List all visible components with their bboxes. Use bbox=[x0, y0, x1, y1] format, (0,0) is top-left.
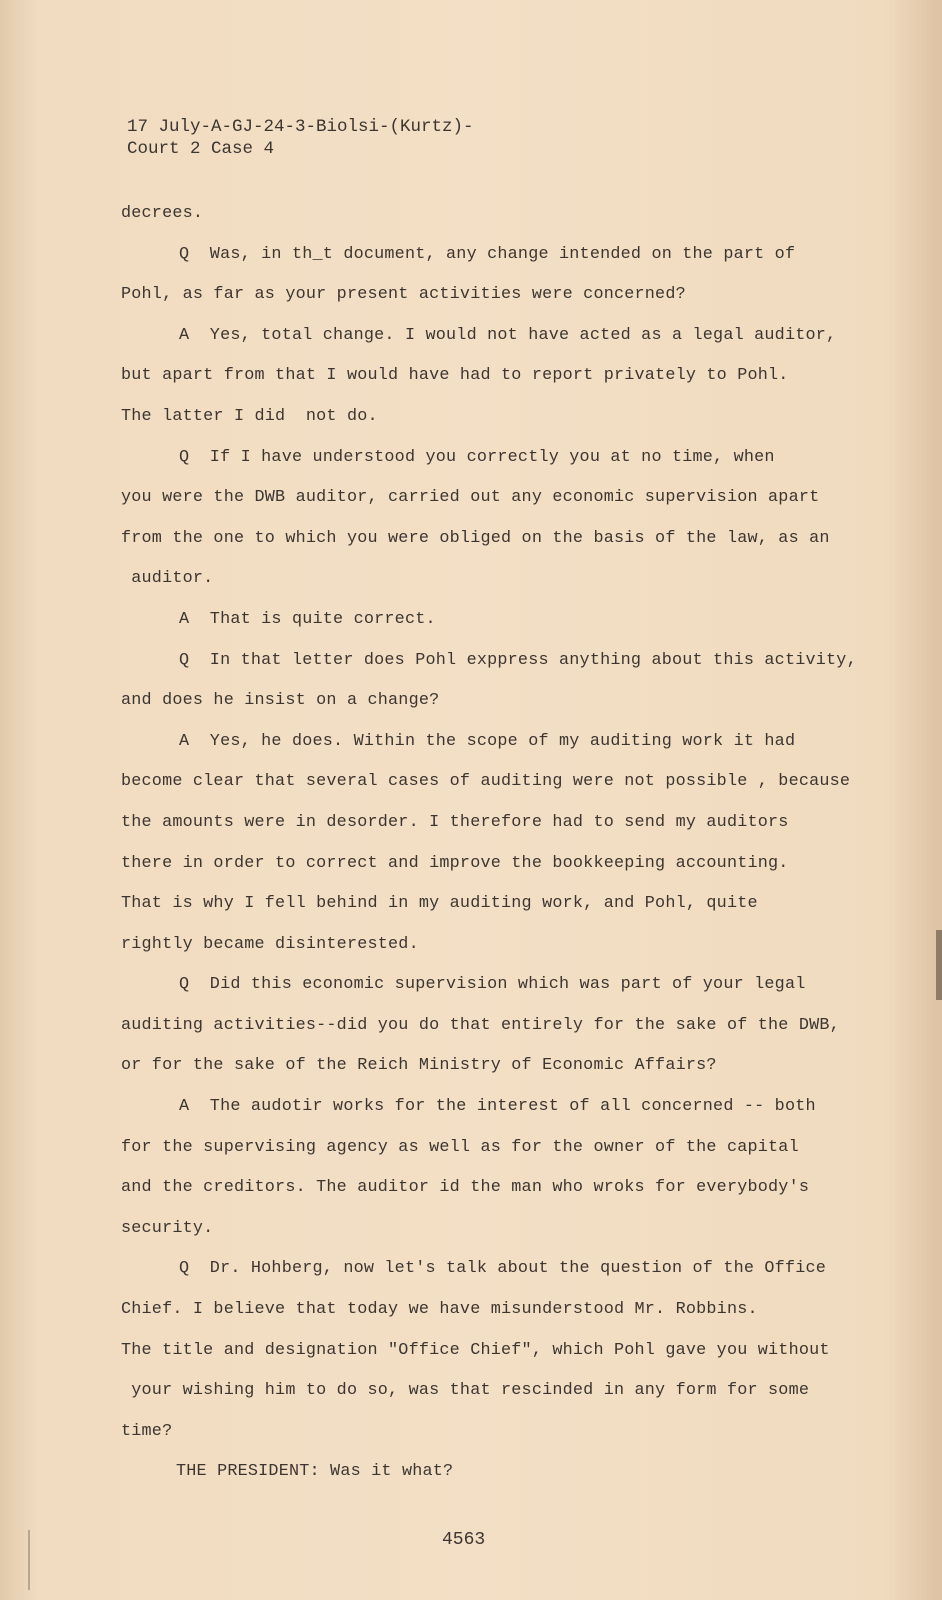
header-line-2: Court 2 Case 4 bbox=[127, 139, 275, 159]
transcript-line: A That is quite correct. bbox=[179, 609, 436, 629]
transcript-line: the amounts were in desorder. I therefore had to send my auditors bbox=[121, 812, 789, 832]
transcript-line: and the creditors. The auditor id the man who wroks for everybody's bbox=[121, 1178, 810, 1198]
transcript-line: auditing activities--did you do that entirely for the sake of the DWB, bbox=[121, 1015, 840, 1035]
transcript-line: time? bbox=[121, 1421, 173, 1441]
transcript-line: Q Did this economic supervision which was part of your legal bbox=[179, 975, 806, 995]
transcript-line: A The audotir works for the interest of all concerned -- both bbox=[179, 1097, 816, 1117]
header-line-1: 17 July-A-GJ-24-3-Biolsi-(Kurtz)- bbox=[127, 117, 474, 137]
transcript-body bbox=[121, 194, 861, 1493]
transcript-line: A Yes, total change. I would not have acted as a legal auditor, bbox=[179, 325, 837, 345]
transcript-line: or for the sake of the Reich Ministry of Economic Affairs? bbox=[121, 1056, 717, 1076]
transcript-line: security. bbox=[121, 1218, 214, 1238]
paper-edge-mark bbox=[936, 930, 942, 1000]
transcript-line: you were the DWB auditor, carried out any economic supervision apart bbox=[121, 488, 820, 508]
transcript-line: Pohl, as far as your present activities were concerned? bbox=[121, 285, 686, 305]
transcript-line: for the supervising agency as well as for the owner of the capital bbox=[121, 1137, 799, 1157]
transcript-line: Q In that letter does Pohl exppress anything about this activity, bbox=[179, 650, 857, 670]
transcript-line: auditor. bbox=[121, 569, 214, 589]
transcript-line: A Yes, he does. Within the scope of my auditing work it had bbox=[179, 731, 796, 751]
transcript-line: become clear that several cases of auditing were not possible , because bbox=[121, 772, 851, 792]
transcript-line: rightly became disinterested. bbox=[121, 934, 419, 954]
transcript-line: The latter I did not do. bbox=[121, 406, 378, 426]
transcript-line: and does he insist on a change? bbox=[121, 691, 440, 711]
transcript-line: there in order to correct and improve the bookkeeping accounting. bbox=[121, 853, 789, 873]
transcript-line: decrees. bbox=[121, 204, 204, 223]
transcript-line: from the one to which you were obliged on the basis of the law, as an bbox=[121, 528, 830, 548]
paper-left-mark bbox=[28, 1530, 30, 1590]
document-header bbox=[127, 116, 474, 160]
page-number: 4563 bbox=[442, 1530, 486, 1550]
transcript-line: That is why I fell behind in my auditing work, and Pohl, quite bbox=[121, 894, 758, 914]
transcript-line: Q Was, in th_t document, any change intended on the part of bbox=[179, 244, 796, 264]
transcript-line: your wishing him to do so, was that rescinded in any form for some bbox=[121, 1381, 810, 1401]
transcript-line: Chief. I believe that today we have misunderstood Mr. Robbins. bbox=[121, 1300, 758, 1320]
transcript-line: Q If I have understood you correctly you at no time, when bbox=[179, 447, 775, 467]
transcript-line: Q Dr. Hohberg, now let's talk about the question of the Office bbox=[179, 1259, 827, 1279]
transcript-line: The title and designation "Office Chief", which Pohl gave you without bbox=[121, 1340, 830, 1360]
president-line: THE PRESIDENT: Was it what? bbox=[176, 1462, 454, 1482]
transcript-line: but apart from that I would have had to report privately to Pohl. bbox=[121, 366, 789, 386]
